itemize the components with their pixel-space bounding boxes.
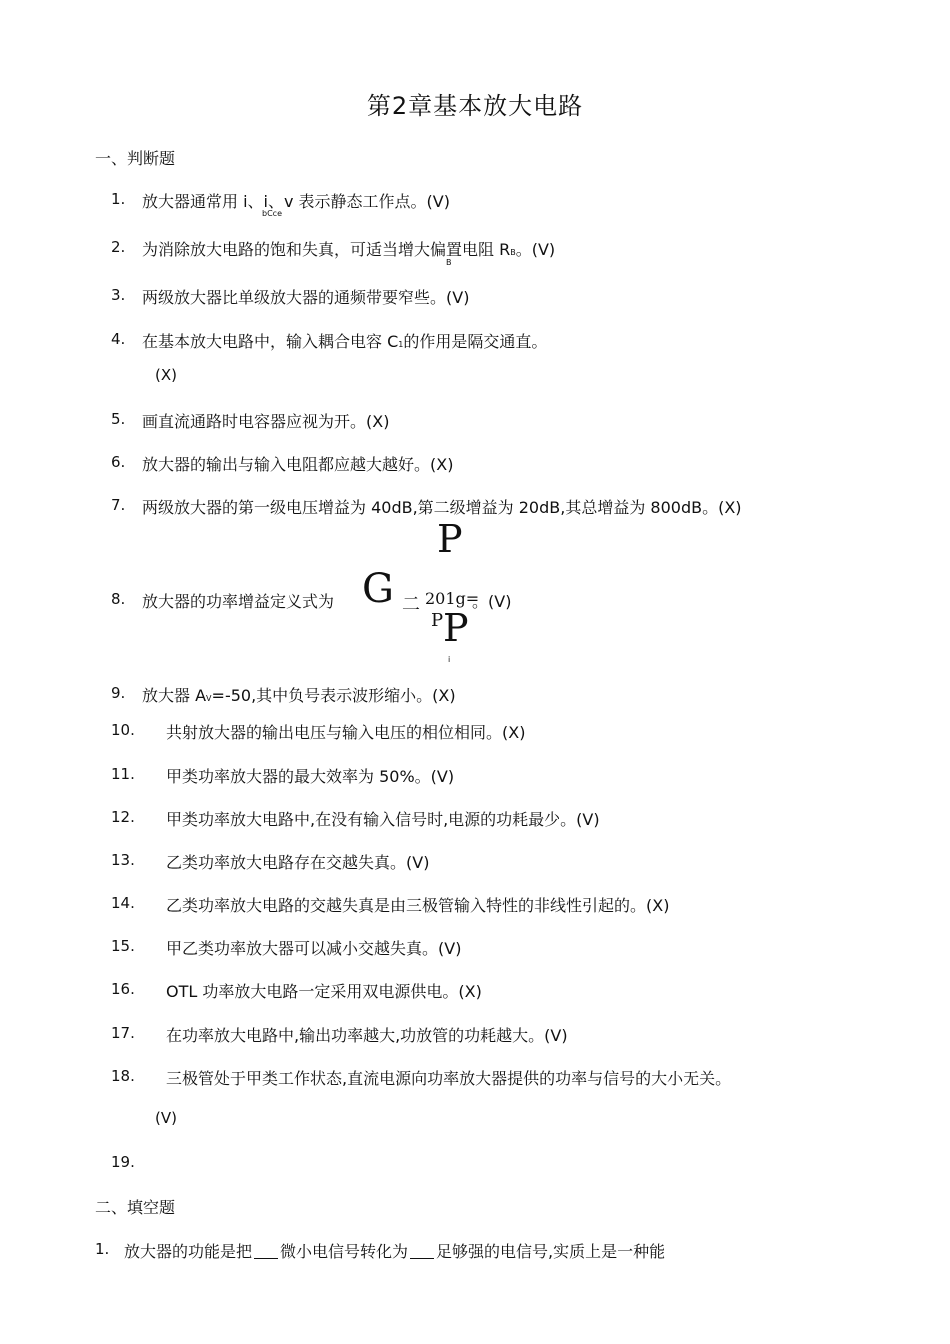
- question-text: 乙类功率放大电路的交越失真是由三极管输入特性的非线性引起的。(X): [166, 896, 670, 915]
- question-number: 18.: [111, 1067, 135, 1085]
- answer-mark: (X): [155, 366, 177, 384]
- answer-mark: (V): [155, 1109, 177, 1127]
- question-number: 17.: [111, 1024, 135, 1042]
- question-number: 1.: [95, 1240, 110, 1258]
- question-number: 3.: [111, 286, 126, 304]
- section-heading-judgment: 一、判断题: [95, 149, 176, 168]
- formula-gain-symbol: G: [362, 566, 394, 612]
- question-text: 甲类功率放大器的最大效率为 50%。(V): [166, 767, 455, 786]
- question-text: 两级放大器比单级放大器的通频带要窄些。(V): [142, 288, 470, 307]
- formula-denominator: P: [443, 606, 469, 650]
- formula-middle: 201g=: [425, 589, 480, 608]
- question-text: 甲类功率放大电路中,在没有输入信号时,电源的功耗最少。(V): [166, 810, 600, 829]
- question-number: 7.: [111, 496, 126, 514]
- question-text: 放大器通常用 i、i、v 表示静态工作点。(V): [142, 192, 450, 211]
- formula-small-p: P: [431, 610, 444, 631]
- question-number: 6.: [111, 453, 126, 471]
- formula-numerator: P: [437, 517, 463, 561]
- question-number: 9.: [111, 684, 126, 702]
- question-number: 12.: [111, 808, 135, 826]
- question-text: 放大器的功率增益定义式为: [142, 592, 335, 611]
- question-text: 放大器的功能是把 微小电信号转化为 足够强的电信号,实质上是一种能: [124, 1242, 666, 1261]
- question-text: 放大器 AV=-50,其中负号表示波形缩小。(X): [142, 686, 456, 705]
- question-number: 10.: [111, 721, 135, 739]
- section-heading-fill: 二、填空题: [95, 1198, 176, 1217]
- blank-line: [410, 1244, 434, 1259]
- subscript-label: B: [446, 258, 452, 267]
- question-number: 8.: [111, 590, 126, 608]
- question-text: 为消除放大电路的饱和失真，可适当增大偏置电阻 RB。(V): [142, 240, 556, 259]
- question-number: 15.: [111, 937, 135, 955]
- question-number: 4.: [111, 330, 126, 348]
- question-number: 14.: [111, 894, 135, 912]
- question-text: 两级放大器的第一级电压增益为 40dB,第二级增益为 20dB,其总增益为 800dB。(X): [142, 498, 742, 517]
- question-text: 在功率放大电路中,输出功率越大,功放管的功耗越大。(V): [166, 1026, 568, 1045]
- page-title: 第2章基本放大电路: [366, 92, 584, 120]
- question-number: 5.: [111, 410, 126, 428]
- subscript-label: i: [448, 655, 451, 664]
- question-number: 13.: [111, 851, 135, 869]
- question-text: 甲乙类功率放大器可以减小交越失真。(V): [166, 939, 462, 958]
- question-number: 1.: [111, 190, 126, 208]
- question-number: 2.: [111, 238, 126, 256]
- question-text: 在基本放大电路中，输入耦合电容 C1的作用是隔交通直。: [142, 332, 548, 351]
- answer-mark: 。(V): [472, 592, 512, 611]
- question-number: 19.: [111, 1153, 135, 1171]
- question-text: OTL 功率放大电路一定采用双电源供电。(X): [166, 982, 482, 1001]
- question-text: 乙类功率放大电路存在交越失真。(V): [166, 853, 430, 872]
- blank-line: [254, 1244, 278, 1259]
- question-number: 16.: [111, 980, 135, 998]
- question-text: 三极管处于甲类工作状态,直流电源向功率放大器提供的功率与信号的大小无关。: [166, 1069, 732, 1088]
- question-text: 共射放大器的输出电压与输入电压的相位相同。(X): [166, 723, 526, 742]
- subscript-label: bCce: [262, 209, 282, 218]
- question-text: 放大器的输出与输入电阻都应越大越好。(X): [142, 455, 454, 474]
- question-text: 画直流通路时电容器应视为开。(X): [142, 412, 390, 431]
- formula-equals: 二: [402, 594, 420, 615]
- question-number: 11.: [111, 765, 135, 783]
